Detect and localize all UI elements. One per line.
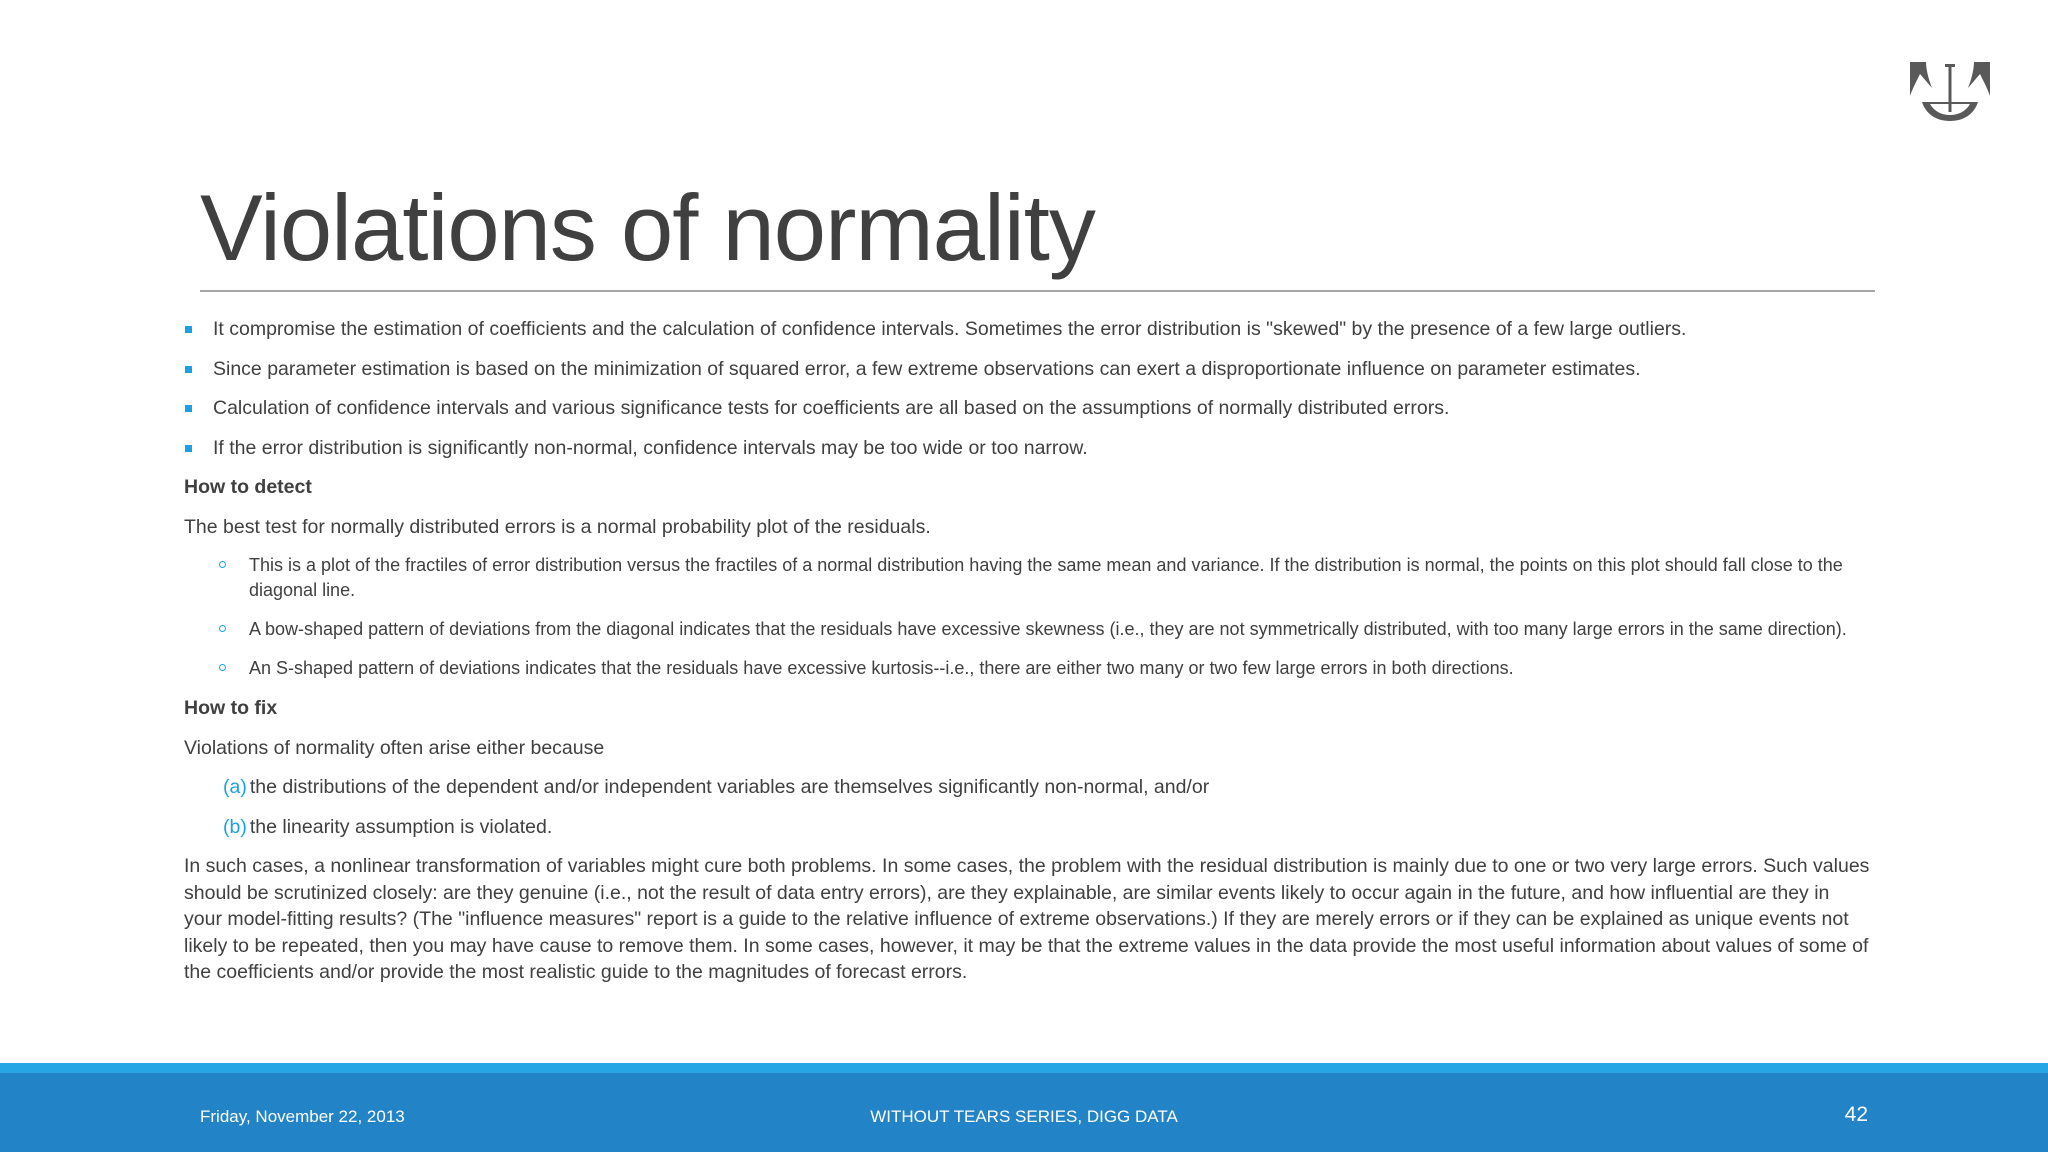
title-divider (200, 290, 1875, 292)
fix-intro: Violations of normality often arise either because (184, 736, 605, 759)
square-bullet-icon (185, 445, 192, 452)
fix-item (184, 814, 1874, 841)
fix-item-text: the linearity assumption is violated. (249, 815, 553, 838)
circle-bullet-icon (219, 664, 226, 671)
square-bullet-icon (185, 326, 192, 333)
fix-item (184, 774, 1874, 801)
detect-subitem-text: A bow-shaped pattern of deviations from the diagonal indicates that the residuals have excessive skewness (i.e., they are not symmetrically distributed, with too many large errors in the same direction). (249, 619, 1847, 639)
fix-paragraph: In such cases, a nonlinear transformation of variables might cure both problems. In some cases, the problem with the residual distribution is mainly due to one or two very large errors. Such values should be scrutinized closely: are they genuine (i.e., not the result of data entry errors), are they explainable, are similar events likely to occur again in the future, and how influential are they in your model-fitting results? (The "influence measures" report is a guide to the relative influence of extreme observations.) If they are merely errors or if they can be explained as unique events not likely to be repeated, then you may have cause to remove them. In some cases, however, it may be that the extreme values in the data provide the most useful information about values of some of the coefficients and/or provide the most realistic guide to the magnitudes of forecast errors. (184, 855, 1870, 983)
circle-bullet-icon (219, 561, 226, 568)
bullet-item (184, 395, 1874, 422)
detect-subitem (184, 656, 1874, 681)
detect-intro: The best test for normally distributed errors is a normal probability plot of the residuals. (184, 515, 931, 538)
square-bullet-icon (185, 405, 192, 412)
bullet-text: Since parameter estimation is based on the minimization of squared error, a few extreme observations can exert a disproportionate influence on parameter estimates. (213, 357, 1641, 380)
circle-bullet-icon (219, 625, 226, 632)
fix-item-letter: (a) (223, 776, 247, 798)
footer-date: Friday, November 22, 2013 (200, 1107, 405, 1126)
slide-title: Violations of normality (200, 175, 1095, 280)
slide-body (184, 316, 1874, 986)
bullet-item (184, 316, 1874, 343)
footer-bar (0, 1073, 2048, 1152)
bullet-text: It compromise the estimation of coefficients and the calculation of confidence intervals. Sometimes the error distribution is "skewed" by the presence of a few large outliers. (213, 318, 1687, 340)
detect-subitem-text: This is a plot of the fractiles of error distribution versus the fractiles of a normal distribution having the same mean and variance. If the distribution is normal, the points on this plot should fall close to the diagonal line. (249, 555, 1843, 600)
detect-subitem (184, 617, 1874, 642)
fix-item-text: the distributions of the dependent and/or independent variables are themselves significantly non-normal, and/or (249, 776, 1210, 798)
square-bullet-icon (185, 366, 192, 373)
bullet-item (184, 356, 1874, 383)
detect-subitem-text: An S-shaped pattern of deviations indicates that the residuals have excessive kurtosis--i.e., there are either two many or two few large errors in both directions. (249, 658, 1514, 678)
detect-heading: How to detect (184, 476, 312, 498)
footer-series-title: WITHOUT TEARS SERIES, DIGG DATA (870, 1107, 1178, 1126)
bullet-text: If the error distribution is significantly non-normal, confidence intervals may be too wide or too narrow. (213, 436, 1088, 459)
bullet-text: Calculation of confidence intervals and various significance tests for coefficients are all based on the assumptions of normally distributed errors. (213, 397, 1450, 419)
fix-item-letter: (b) (223, 815, 247, 838)
detect-subitem (184, 553, 1874, 603)
page-number: 42 (1844, 1103, 1868, 1126)
footer-accent-stripe (0, 1063, 2048, 1073)
scales-of-justice-icon (1908, 58, 1992, 126)
bullet-item (184, 435, 1874, 462)
fix-heading: How to fix (184, 697, 278, 719)
